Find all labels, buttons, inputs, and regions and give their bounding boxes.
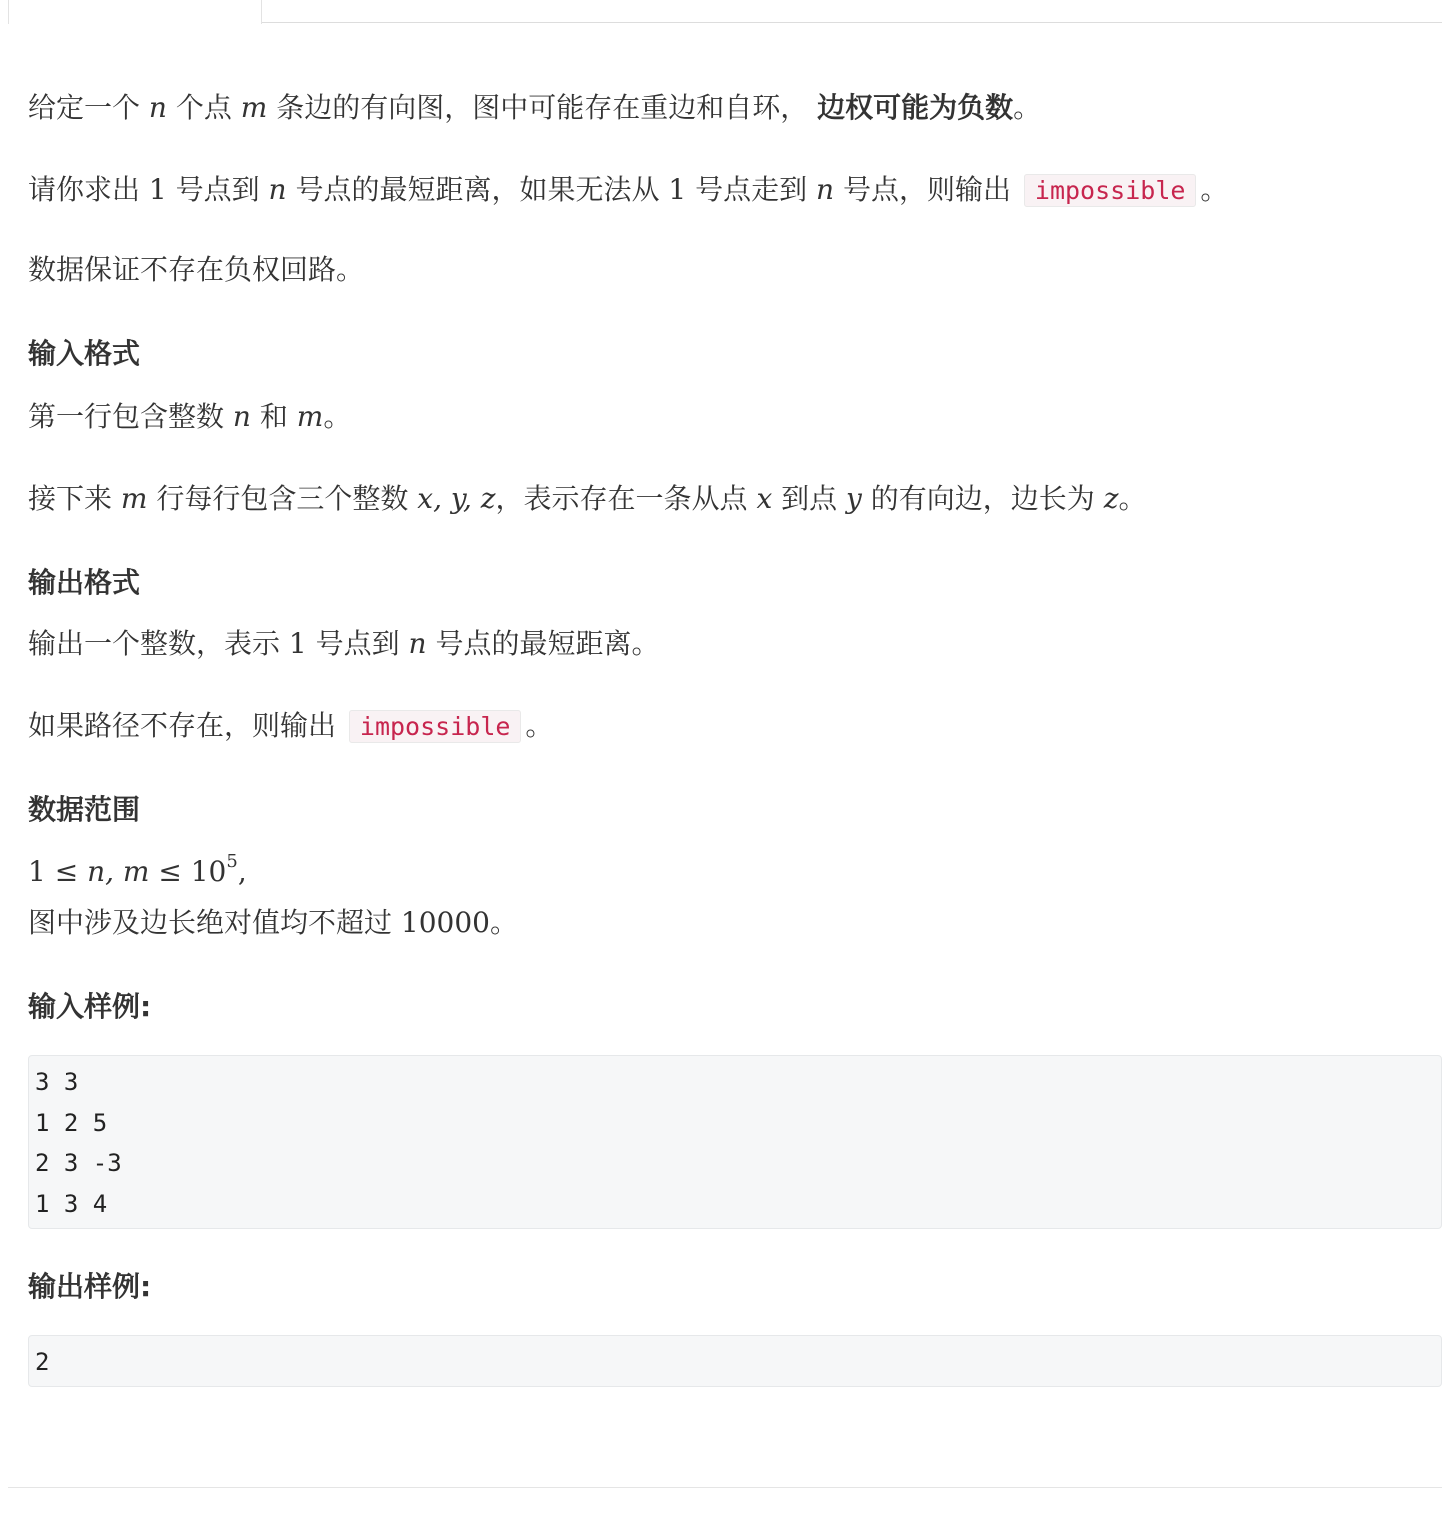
inline-code: impossible xyxy=(1024,174,1197,207)
math-text: , xyxy=(237,855,247,888)
text: ，表示存在一条从点 xyxy=(495,482,757,515)
math-var: n, m xyxy=(87,855,150,888)
text: 。 xyxy=(1013,91,1042,124)
problem-description-line-1 xyxy=(28,88,1041,128)
math-var: m xyxy=(120,482,148,515)
math-num: 1 xyxy=(668,173,687,206)
active-tab[interactable] xyxy=(8,0,262,24)
math-num: 10000 xyxy=(400,906,490,939)
input-format-line-1 xyxy=(28,397,351,437)
input-format-heading: 输入格式 xyxy=(28,337,141,370)
math-var: n xyxy=(816,173,835,206)
output-format-line-2 xyxy=(28,706,553,747)
sample-input-block[interactable] xyxy=(28,1055,1442,1229)
text: 号点到 xyxy=(166,173,269,206)
math-var: n xyxy=(408,627,427,660)
text: 号点的最短距离。 xyxy=(426,627,660,660)
sample-output-block[interactable] xyxy=(28,1335,1442,1387)
output-format-line-1 xyxy=(28,624,660,664)
math-num: 1 xyxy=(148,173,167,206)
sample-input-heading: 输入样例: xyxy=(28,990,152,1023)
text: 输出一个整数，表示 xyxy=(28,627,289,660)
text: 号点到 xyxy=(306,627,409,660)
text: 给定一个 xyxy=(28,91,149,124)
text: 如果路径不存在，则输出 xyxy=(28,709,345,742)
text: 。 xyxy=(1200,173,1229,206)
math-text: ≤ 10 xyxy=(149,855,227,888)
text: 号点的最短距离，如果无法从 xyxy=(286,173,669,206)
text: 号点，则输出 xyxy=(834,173,1020,206)
math-var: x, y, z xyxy=(417,482,496,515)
math-var: n xyxy=(232,400,251,433)
math-var: m xyxy=(240,91,268,124)
text: 的有向边，边长为 xyxy=(861,482,1104,515)
math-var: m xyxy=(296,400,324,433)
text: 。 xyxy=(489,906,518,939)
code-line: 2 xyxy=(35,1348,50,1376)
problem-description-line-3: 数据保证不存在负权回路。 xyxy=(28,253,365,286)
code-line: 1 3 4 xyxy=(35,1189,108,1218)
data-range-heading: 数据范围 xyxy=(28,793,141,826)
math-var: n xyxy=(268,173,287,206)
text: 到点 xyxy=(772,482,847,515)
bottom-divider xyxy=(8,1487,1442,1488)
text: 接下来 xyxy=(28,482,121,515)
inline-code: impossible xyxy=(349,710,522,743)
math-var: n xyxy=(148,91,167,124)
sample-output-heading: 输出样例: xyxy=(28,1270,152,1303)
text: 。 xyxy=(1118,482,1147,515)
text: 请你求出 xyxy=(28,173,149,206)
math-var: y xyxy=(846,482,862,515)
data-range-line-1 xyxy=(28,852,247,892)
text: 个点 xyxy=(166,91,241,124)
text: 条边的有向图，图中可能存在重边和自环， xyxy=(267,91,818,124)
text: 和 xyxy=(250,400,297,433)
output-format-heading: 输出格式 xyxy=(28,566,141,599)
tab-divider xyxy=(262,22,1442,23)
code-line: 2 3 -3 xyxy=(35,1149,122,1177)
text: 图中涉及边长绝对值均不超过 xyxy=(28,906,401,939)
math-exponent: 5 xyxy=(226,850,238,872)
math-var: z xyxy=(1103,482,1119,515)
code-line: 3 3 xyxy=(35,1068,79,1096)
math-text: 1 ≤ xyxy=(28,855,88,888)
math-var: x xyxy=(756,482,773,515)
text: 号点走到 xyxy=(686,173,817,206)
code-line: 1 2 5 xyxy=(35,1108,108,1137)
input-format-line-2 xyxy=(28,479,1146,519)
problem-description-line-2 xyxy=(28,170,1228,211)
text: 。 xyxy=(323,400,352,433)
math-num: 1 xyxy=(288,627,307,660)
text: 第一行包含整数 xyxy=(28,400,233,433)
bold-text: 边权可能为负数 xyxy=(817,91,1014,124)
text: 行每行包含三个整数 xyxy=(147,482,418,515)
data-range-line-2 xyxy=(28,903,518,943)
top-tab-strip xyxy=(0,0,1442,24)
text: 。 xyxy=(525,709,554,742)
